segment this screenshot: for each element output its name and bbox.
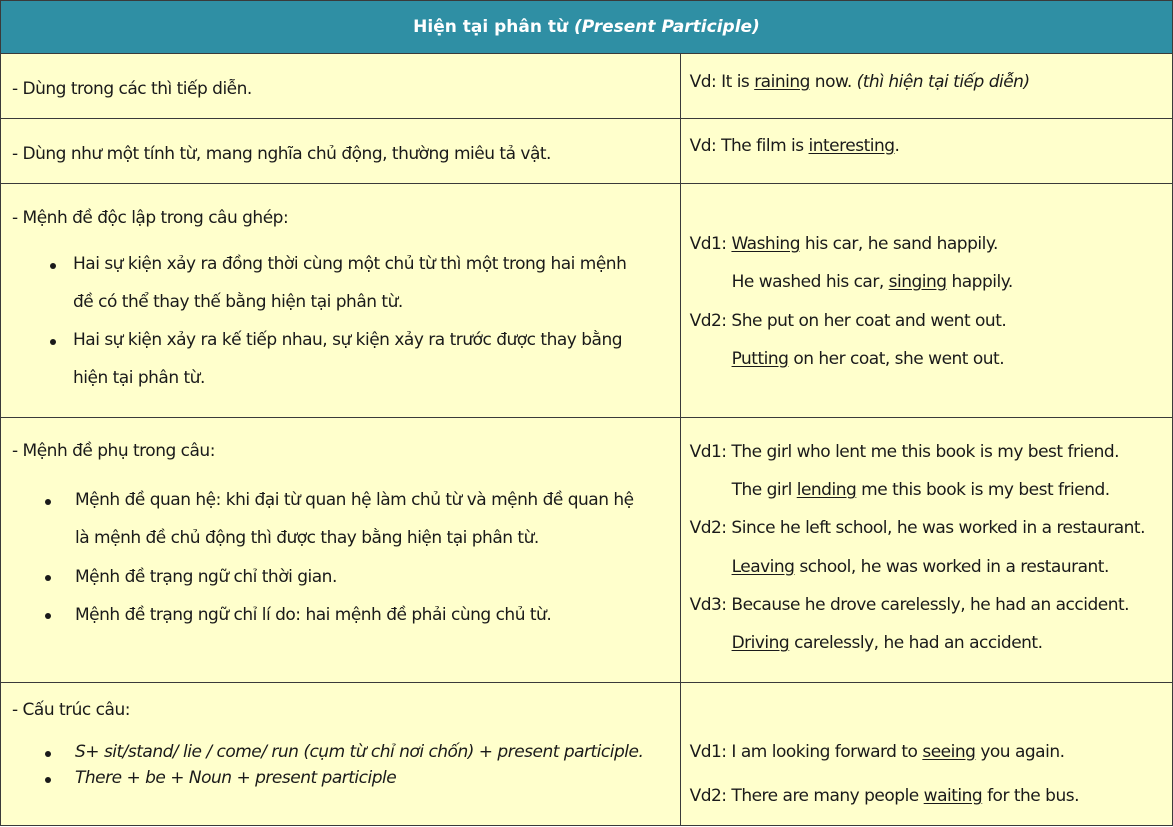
- bullet-text: Mệnh đề trạng ngữ chỉ thời gian.: [75, 567, 337, 587]
- example-text: Vd: It is raining now. (thì hiện tại tiếp diễn): [689, 72, 1030, 92]
- usage-cell: [1, 119, 681, 184]
- usage-cell: [1, 683, 681, 826]
- bullet-text: Hai sự kiện xảy ra đồng thời cùng một chủ từ thì một trong hai mệnh: [73, 254, 627, 274]
- bullet-icon: [45, 575, 51, 581]
- example-text: Putting on her coat, she went out.: [731, 349, 1005, 369]
- bullet-text: S+ sit/stand/ lie / come/ run (cụm từ chỉ nơi chốn) + present participle.: [75, 742, 644, 762]
- usage-cell: [1, 184, 681, 418]
- usage-text: - Dùng như một tính từ, mang nghĩa chủ động, thường miêu tả vật.: [12, 144, 551, 164]
- example-text: Vd2: Since he left school, he was worked in a restaurant.: [689, 518, 1145, 538]
- bullet-icon: [45, 751, 51, 757]
- example-cell: [680, 184, 1172, 418]
- bullet-text: là mệnh đề chủ động thì được thay bằng hiện tại phân từ.: [75, 528, 539, 548]
- bullet-icon: [45, 613, 51, 619]
- example-text: Vd1: I am looking forward to seeing you again.: [689, 742, 1065, 762]
- example-text: The girl lending me this book is my best friend.: [731, 480, 1110, 500]
- table-row: [1, 683, 1173, 826]
- example-text: Vd2: There are many people waiting for the bus.: [689, 786, 1079, 806]
- usage-heading: - Mệnh đề độc lập trong câu ghép:: [12, 208, 289, 228]
- bullet-text: Hai sự kiện xảy ra kế tiếp nhau, sự kiện xảy ra trước được thay bằng: [73, 330, 623, 350]
- usage-cell: [1, 54, 681, 119]
- example-text: Vd: The film is interesting.: [689, 136, 900, 156]
- example-cell: [680, 54, 1172, 119]
- example-text: Vd3: Because he drove carelessly, he had an accident.: [689, 595, 1130, 615]
- table-row: [1, 54, 1173, 119]
- bullet-text: Mệnh đề trạng ngữ chỉ lí do: hai mệnh đề phải cùng chủ từ.: [75, 605, 552, 625]
- bullet-text: There + be + Noun + present participle: [75, 768, 397, 788]
- example-text: Vd1: The girl who lent me this book is my best friend.: [689, 442, 1120, 462]
- example-text: He washed his car, singing happily.: [731, 272, 1013, 292]
- example-text: Vd1: Washing his car, he sand happily.: [689, 234, 998, 254]
- header-title: Hiện tại phân từ: [413, 17, 569, 37]
- example-text: Vd2: She put on her coat and went out.: [689, 311, 1007, 331]
- usage-heading: - Mệnh đề phụ trong câu:: [12, 441, 215, 461]
- example-cell: [680, 683, 1172, 826]
- example-cell: [680, 119, 1172, 184]
- bullet-icon: [45, 499, 51, 505]
- bullet-icon: [50, 263, 56, 269]
- usage-cell: [1, 418, 681, 683]
- example-text: Driving carelessly, he had an accident.: [731, 633, 1043, 653]
- bullet-text: Mệnh đề quan hệ: khi đại từ quan hệ làm chủ từ và mệnh đề quan hệ: [75, 490, 634, 510]
- usage-text: - Dùng trong các thì tiếp diễn.: [12, 79, 252, 99]
- bullet-icon: [45, 777, 51, 783]
- table-row: [1, 418, 1173, 683]
- example-cell: [680, 418, 1172, 683]
- table-row: [1, 119, 1173, 184]
- bullet-text: hiện tại phân từ.: [73, 368, 205, 388]
- header-title-english: (Present Participle): [574, 17, 760, 37]
- bullet-text: đề có thể thay thế bằng hiện tại phân từ.: [73, 292, 403, 312]
- bullet-icon: [50, 339, 56, 345]
- example-text: Leaving school, he was worked in a restaurant.: [731, 557, 1109, 577]
- table-row: [1, 184, 1173, 418]
- table-header: [1, 1, 1173, 54]
- usage-heading: - Cấu trúc câu:: [12, 700, 130, 720]
